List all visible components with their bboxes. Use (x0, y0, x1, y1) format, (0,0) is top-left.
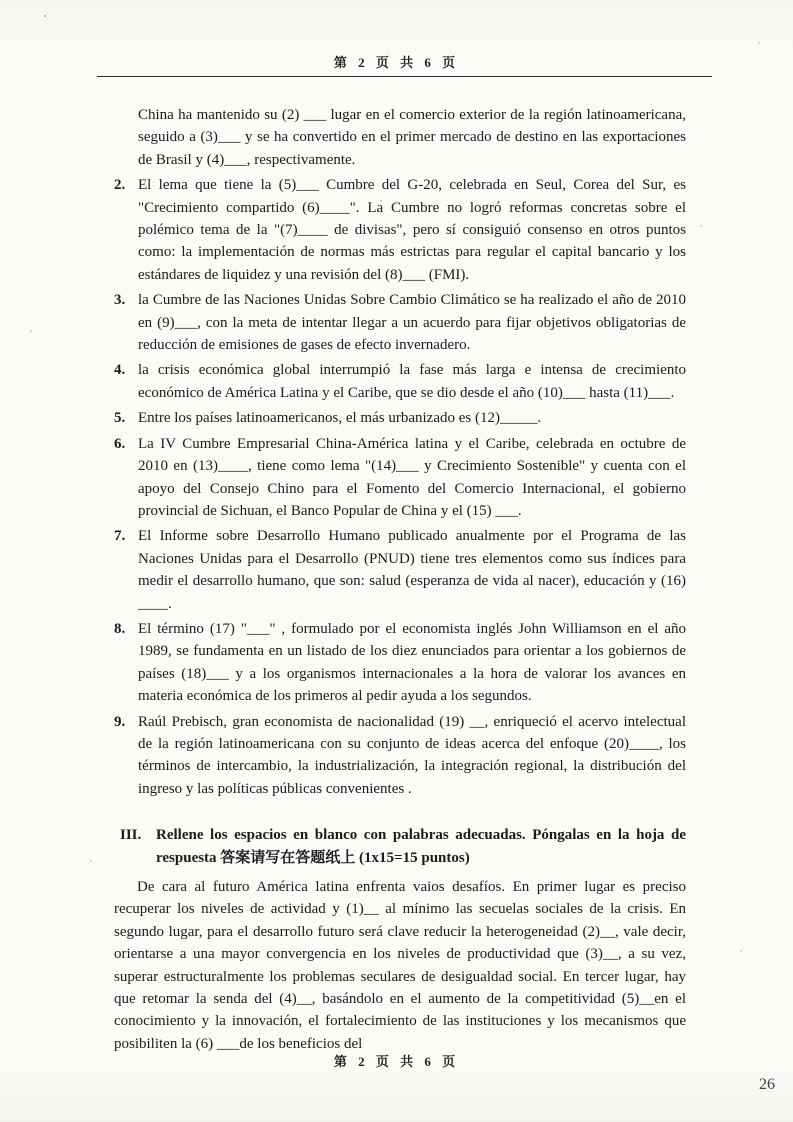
question-text: la crisis económica global interrumpió la fase más larga e intensa de crecimiento económico de América Latina y el Caribe, que se dio desde el año (10)___ hasta (11)___. (138, 362, 686, 401)
page-number: 26 (759, 1076, 775, 1093)
question-text: Entre los países latinoamericanos, el más urbanizado es (12)_____. (138, 410, 542, 427)
question-text: El Informe sobre Desarrollo Humano publicado anualmente por el Programa de las Naciones Unidas para el Desarrollo (PNUD) tiene tres elementos como sus índices para medir el desarrollo humano, que son: salud (esperanza de vida al nacer), educación y (16) ____. (138, 528, 686, 612)
header-divider (97, 76, 712, 77)
question-item-9 (114, 711, 686, 801)
question-item-7 (114, 525, 686, 615)
section-number: III. (120, 827, 142, 844)
section-3-heading (114, 824, 686, 869)
question-item-3 (114, 289, 686, 356)
question-number: 3. (114, 292, 126, 309)
question-number: 6. (114, 435, 126, 452)
document-content (114, 104, 686, 1055)
question-number: 4. (114, 362, 126, 379)
question-text: Raúl Prebisch, gran economista de nacionalidad (19) __, enriqueció el acervo intelectual de la región latinoamericana con su conjunto de ideas acerca del enfoque (20)____, los términos de intercambio, la industrialización, la integración regional, la distribución del ingreso y las políticas públicas convenientes . (138, 713, 686, 797)
scan-noise (0, 0, 2, 2)
question-text: la Cumbre de las Naciones Unidas Sobre Cambio Climático se ha realizado el año de 2010 en (9)___, con la meta de intentar llegar a un acuerdo para fijar objetivos obligatorias de reducción de emisiones de gases de efecto invernadero. (138, 292, 686, 354)
question-item-8 (114, 618, 686, 708)
question-number: 7. (114, 528, 126, 545)
question-number: 2. (114, 177, 126, 194)
question-number: 8. (114, 620, 126, 637)
section-3-paragraph: De cara al futuro América latina enfrenta vaios desafíos. En primer lugar es preciso recuperar los niveles de actividad y (1)__ al mínimo las secuelas sociales de la crisis. En segundo lugar, para el desarrollo futuro será clave reducir la heterogeneidad (2)__, vale decir, orientarse a una mayor convergencia en los niveles de productividad que (3)__, a su vez, superar estructuralmente los problemas seculares de desigualdad social. En tercer lugar, hay que retomar la senda del (4)__, basándolo en el aumento de la competitividad (5)__en el conocimiento y la innovación, el fortalecimiento de las instituciones y los mecanismos que posibiliten la (6) ___de los beneficios del (114, 879, 686, 1052)
question-item-6 (114, 433, 686, 523)
page-header: 第 2 页 共 6 页 (333, 55, 460, 70)
question-text: El lema que tiene la (5)___ Cumbre del G-20, celebrada en Seul, Corea del Sur, es "Crecimiento compartido (6)____". La Cumbre no logró reformas concretas sobre el polémico tema de la "(7)____ de divisas", pero sí consiguió consenso en otros puntos como: la implementación de normas más estrictas para regular el capital bancario y los estándares de liquidez y una revisión del (8)___ (FMI). (138, 177, 686, 283)
question-number: 5. (114, 410, 126, 427)
question-item-1-continuation (114, 104, 686, 171)
question-text: El término (17) "___" , formulado por el economista inglés John Williamson en el año 1989, se fundamenta en un listado de los diez enunciados para orientar a los gobiernos de países (18)___ y a los organismos internacionales a la hora de valorar los avances en materia económica de los primeros al pedir ayuda a los segundos. (138, 620, 686, 705)
question-number: 9. (114, 713, 126, 730)
page-footer: 第 2 页 共 6 页 (333, 1054, 460, 1069)
question-item-4 (114, 359, 686, 404)
section-heading-text: Rellene los espacios en blanco con palabras adecuadas. Póngalas en la hoja de respuesta 答案请写在答题纸上 (1x15=15 puntos) (156, 827, 686, 866)
question-text: China ha mantenido su (2) ___ lugar en el comercio exterior de la región latinoamericana, seguido a (3)___ y se ha convertido en el primer mercado de destino en las exportaciones de Brasil y (4)___, respectivamente. (138, 107, 686, 168)
question-item-5 (114, 407, 686, 429)
question-text: La IV Cumbre Empresarial China-América latina y el Caribe, celebrada en octubre de 2010 en (13)____, tiene como lema "(14)___ y Crecimiento Sostenible" y cuenta con el apoyo del Consejo Chino para el Fomento del Comercio Internacional, el gobierno provincial de Sichuan, el Banco Popular de China y el (15) ___. (138, 435, 686, 519)
question-item-2 (114, 174, 686, 286)
